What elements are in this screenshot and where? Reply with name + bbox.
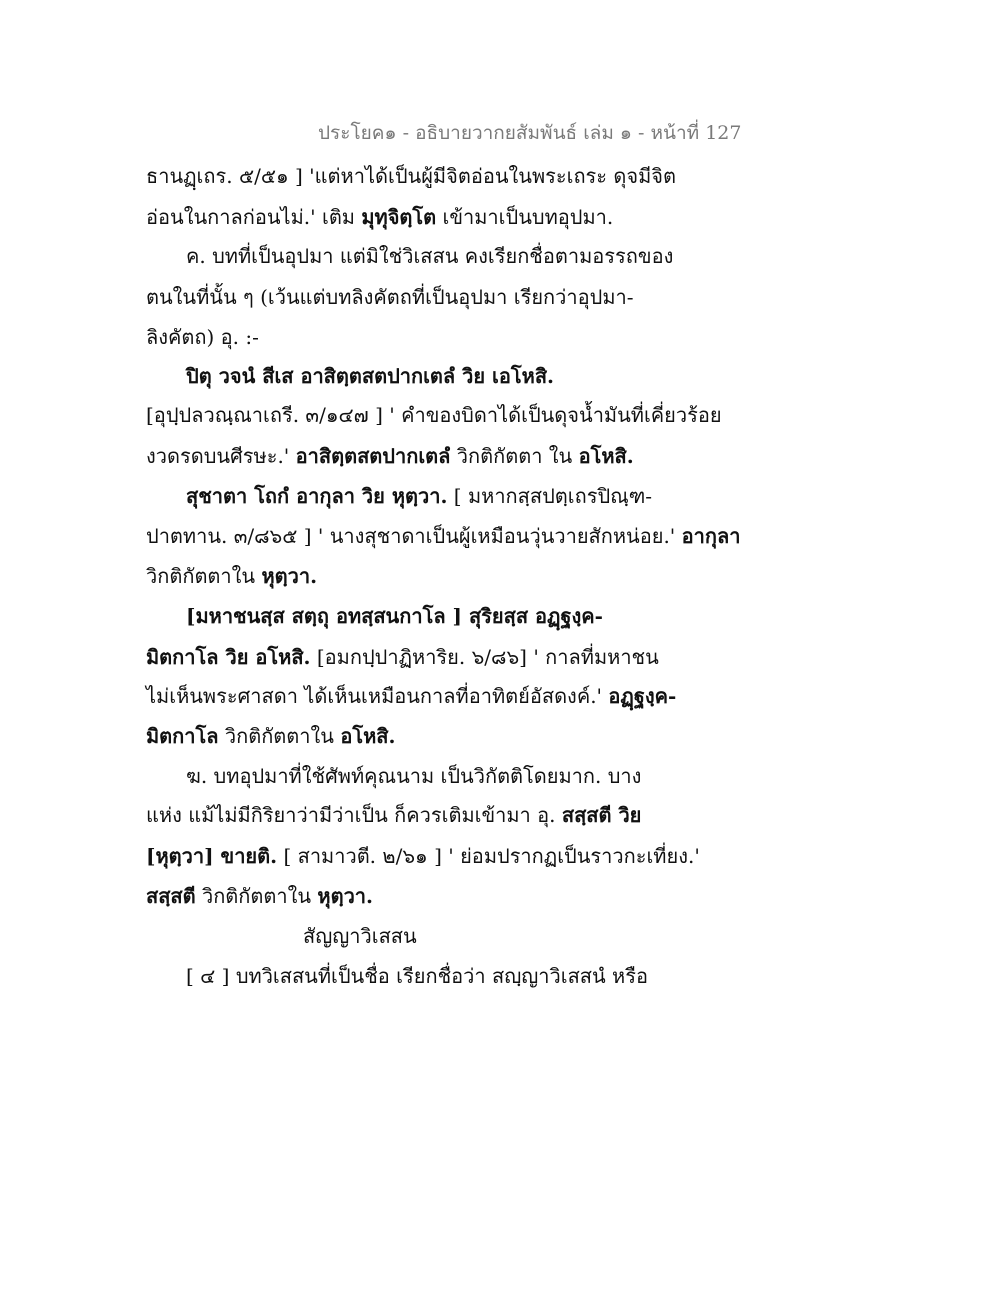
bold-term: มิตกาโล วิย อโหสิ. (146, 645, 311, 669)
bold-term: หุตฺวา. (317, 884, 374, 908)
text-line (186, 362, 746, 390)
text-line (186, 962, 746, 990)
text-run: [ สามาวตี. ๒/๖๑ ] ' ย่อมปรากฏเป็นราวกะเที่ยง.' (277, 844, 700, 868)
text-line (146, 842, 706, 870)
text-run: สัญญาวิเสสน (303, 924, 417, 948)
bold-term: อากุลา (681, 524, 741, 548)
text-run: วิกติกัตตาใน (146, 564, 262, 588)
text-run: ปาตทาน. ๓/๘๖๕ ] ' นางสุชาดาเป็นผู้เหมือนวุ่นวายสักหน่อย.' (146, 524, 682, 548)
bold-term: มุทุจิตฺโต (361, 205, 437, 229)
text-run: ลิงคัตถ) อุ. :- (146, 325, 259, 349)
text-line (146, 442, 706, 470)
bold-term: สุชาตา โถกํ อากุลา วิย หุตฺวา. (186, 484, 448, 508)
text-line (146, 682, 706, 710)
bold-term: อโหสิ. (340, 724, 396, 748)
text-run: ค. บทที่เป็นอุปมา แต่มิใช่วิเสสน คงเรียกชื่อตามอรรถของ (186, 244, 674, 268)
bold-term: อโหสิ. (578, 444, 634, 468)
section-heading (303, 922, 863, 950)
text-line (186, 242, 746, 270)
text-line (146, 283, 706, 311)
bold-term: สสฺสตี (146, 884, 196, 908)
bold-term: อฏฺฐงฺค- (608, 684, 677, 708)
text-run: วิกติกัตตาใน (195, 884, 318, 908)
page-header: ประโยค๑ - อธิบายวากยสัมพันธ์ เล่ม ๑ - หน้าที่ 127 (318, 122, 742, 144)
text-line (186, 762, 746, 790)
text-run: เข้ามาเป็นบทอุปมา. (436, 205, 614, 229)
text-run: งวดรดบนศีรษะ.' (146, 444, 296, 468)
text-line (146, 562, 706, 590)
text-run: [ มหากสฺสปตฺเถรปิณฺฑ- (447, 484, 653, 508)
bold-term: มิตกาโล (146, 724, 219, 748)
text-run: ฆ. บทอุปมาที่ใช้ศัพท์คุณนาม เป็นวิกัตติโดยมาก. บาง (186, 764, 642, 788)
bold-term: อาสิตฺตสตปากเตลํ (295, 444, 451, 468)
bold-term: สสฺสตี วิย (561, 803, 642, 827)
text-run: แห่ง แม้ไม่มีกิริยาว่ามีว่าเป็น ก็ควรเติมเข้ามา อุ. (146, 803, 562, 827)
text-run: [ ๔ ] บทวิเสสนที่เป็นชื่อ เรียกชื่อว่า สญฺญาวิเสสนํ หรือ (186, 964, 648, 988)
text-line (186, 602, 746, 630)
bold-term: [หุตฺวา] ขายติ. (146, 844, 278, 868)
text-line (146, 801, 706, 829)
text-line (146, 162, 706, 190)
bold-term: [มหาชนสฺส สตฺถุ อทสฺสนกาโล ] สุริยสฺส อฏฺฐงฺค- (186, 604, 603, 628)
text-line (186, 482, 746, 510)
bold-term: หุตฺวา. (261, 564, 318, 588)
text-line (146, 522, 741, 550)
text-line (146, 722, 706, 750)
text-run: วิกติกัตตาใน (218, 724, 341, 748)
text-run: [อุปฺปลวณฺณาเถรี. ๓/๑๔๗ ] ' คำของบิดาได้เป็นดุจน้ำมันที่เคี่ยวร้อย (146, 403, 722, 427)
text-line (146, 203, 706, 231)
text-line (146, 643, 706, 671)
text-run: อ่อนในกาลก่อนไม่.' เติม (146, 205, 362, 229)
text-line (146, 323, 706, 351)
text-run: [อมกปฺปาฏิหาริย. ๖/๘๖] ' กาลที่มหาชน (310, 645, 659, 669)
text-run: ไม่เห็นพระศาสดา ได้เห็นเหมือนกาลที่อาทิตย์อัสดงค์.' (146, 684, 609, 708)
text-line (146, 882, 706, 910)
text-line (146, 401, 722, 429)
text-run: ธานฏฺเถร. ๕/๕๑ ] 'แต่หาได้เป็นผู้มีจิตอ่อนในพระเถระ ดุจมีจิต (146, 164, 676, 188)
bold-term: ปิตุ วจนํ สีเส อาสิตฺตสตปากเตลํ วิย เอโหสิ. (186, 364, 554, 388)
text-run: ตนในที่นั้น ๆ (เว้นแต่บทลิงคัตถที่เป็นอุปมา เรียกว่าอุปมา- (146, 285, 634, 309)
text-run: วิกติกัตตา ใน (450, 444, 579, 468)
